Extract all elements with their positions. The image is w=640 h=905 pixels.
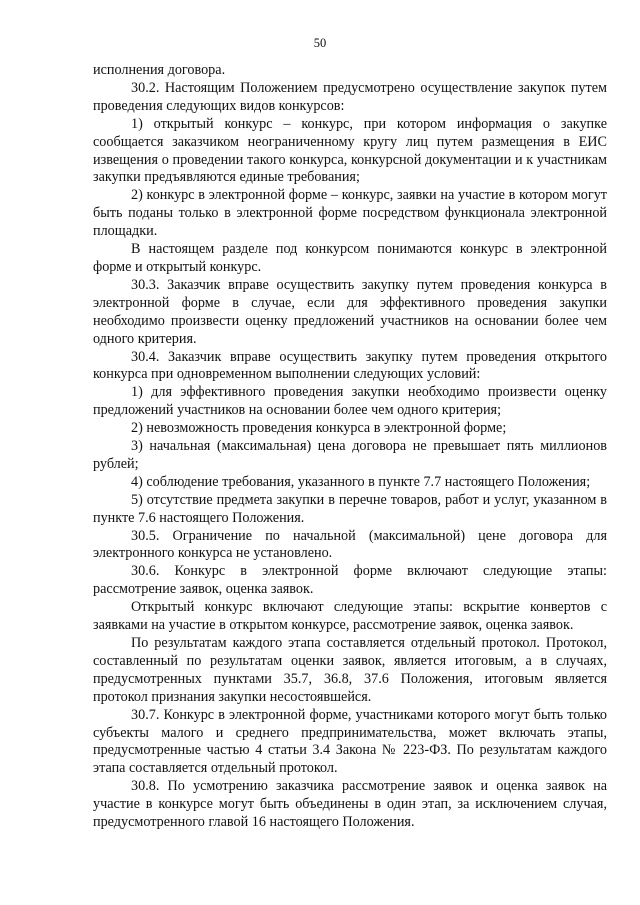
paragraph-30-8: 30.8. По усмотрению заказчика рассмотрение заявок и оценка заявок на участие в конкурсе могут быть объединены в один этап, за исключением случая, предусмотренного главой 16 настоящего Положения. <box>93 778 607 831</box>
list-item-electronic-contest: 2) конкурс в электронной форме – конкурс, заявки на участие в котором могут быть поданы только в электронной форме посредством функционала электронной площадки. <box>93 187 607 240</box>
list-item-condition-3: 3) начальная (максимальная) цена договора не превышает пять миллионов рублей; <box>93 438 607 472</box>
list-item-open-contest: 1) открытый конкурс – конкурс, при котором информация о закупке сообщается заказчиком неограниченному кругу лиц путем размещения в ЕИС извещения о проведении такого конкурса, конкурсной документации и к участникам закупки предъявляются единые требования; <box>93 115 607 186</box>
list-item-condition-2: 2) невозможность проведения конкурса в электронной форме; <box>131 420 507 437</box>
list-item-condition-4: 4) соблюдение требования, указанного в пункте 7.7 настоящего Положения; <box>131 473 591 490</box>
paragraph-30-7: 30.7. Конкурс в электронной форме, участниками которого могут быть только субъекты малого и среднего предпринимательства, может включать этапы, предусмотренные частью 4 статьи 3.4 Закона № 223-ФЗ. По результатам каждого этапа составляется отдельный протокол. <box>93 706 607 777</box>
paragraph-30-4: 30.4. Заказчик вправе осуществить закупку путем проведения открытого конкурса при одновременном выполнении следующих условий: <box>93 348 607 383</box>
paragraph-open-contest-stages: Открытый конкурс включают следующие этапы: вскрытие конвертов с заявками на участие в открытом конкурсе, рассмотрение заявок, оценка заявок. <box>93 599 607 634</box>
page-number: 50 <box>313 36 327 50</box>
paragraph-protocols: По результатам каждого этапа составляется отдельный протокол. Протокол, составленный по результатам оценки заявок, является итоговым, а в случаях, предусмотренных пунктами 35.7, 36.8, 37.6 Положения, итоговым является протокол признания закупки несостоявшейся. <box>93 635 607 705</box>
list-item-condition-1: 1) для эффективного проведения закупки необходимо произвести оценку предложений участников на основании более чем одного критерия; <box>93 384 607 419</box>
paragraph-30-2: 30.2. Настоящим Положением предусмотрено осуществление закупок путем проведения следующих видов конкурсов: <box>93 79 607 114</box>
list-item-condition-5: 5) отсутствие предмета закупки в перечне товаров, работ и услуг, указанном в пункте 7.6 настоящего Положения. <box>93 491 607 526</box>
paragraph-30-3: 30.3. Заказчик вправе осуществить закупку путем проведения конкурса в электронной форме в случае, если для эффективного проведения закупки необходимо произвести оценку предложений участников на основании более чем одного критерия. <box>93 276 607 347</box>
paragraph-30-6: 30.6. Конкурс в электронной форме включают следующие этапы: рассмотрение заявок, оценка заявок. <box>93 563 607 598</box>
paragraph-contest-definition: В настоящем разделе под конкурсом понимаются конкурс в электронной форме и открытый конкурс. <box>93 241 607 275</box>
document-body <box>93 62 607 832</box>
paragraph-30-5: 30.5. Ограничение по начальной (максимальной) цене договора для электронного конкурса не установлено. <box>93 527 607 562</box>
paragraph-continuation: исполнения договора. <box>93 62 226 78</box>
